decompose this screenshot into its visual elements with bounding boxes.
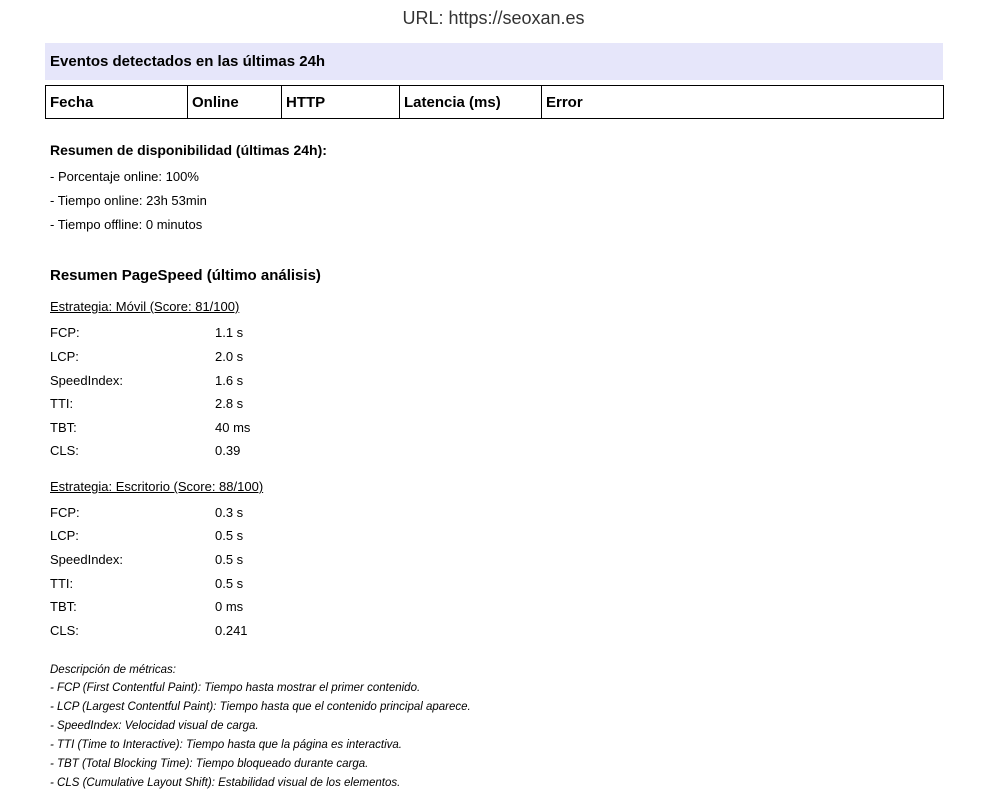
pagespeed-title: Resumen PageSpeed (último análisis) xyxy=(50,267,321,284)
desktop-metric-label-speedindex: SpeedIndex: xyxy=(50,552,124,567)
metrics-description-tbt: - TBT (Total Blocking Time): Tiempo bloqueado durante carga. xyxy=(50,758,369,770)
mobile-metric-label-cls: CLS: xyxy=(50,443,79,458)
desktop-metric-value-fcp: 0.3 s xyxy=(215,505,244,520)
desktop-metric-value-tbt: 0 ms xyxy=(215,599,244,614)
metrics-description-fcp: - FCP (First Contentful Paint): Tiempo hasta mostrar el primer contenido. xyxy=(50,682,421,694)
mobile-metric-label-speedindex: SpeedIndex: xyxy=(50,373,124,388)
strategy-desktop-label: Estrategia: Escritorio (Score: 88/100) xyxy=(50,479,264,494)
column-header-error: Error xyxy=(542,86,944,119)
mobile-metric-label-tbt: TBT: xyxy=(50,420,77,435)
events-section-header: Eventos detectados en las últimas 24h xyxy=(45,43,943,80)
column-header-http: HTTP xyxy=(282,86,400,119)
desktop-metric-value-tti: 0.5 s xyxy=(215,576,244,591)
column-header-fecha: Fecha xyxy=(46,86,188,119)
mobile-metric-label-tti: TTI: xyxy=(50,396,74,411)
mobile-metric-value-speedindex: 1.6 s xyxy=(215,373,244,388)
availability-line-online-time: - Tiempo online: 23h 53min xyxy=(50,193,207,208)
mobile-metric-value-tti: 2.8 s xyxy=(215,396,244,411)
mobile-metric-value-cls: 0.39 xyxy=(215,443,241,458)
mobile-metric-value-fcp: 1.1 s xyxy=(215,325,244,340)
strategy-mobile-label: Estrategia: Móvil (Score: 81/100) xyxy=(50,299,240,314)
metrics-description-title: Descripción de métricas: xyxy=(50,664,176,676)
desktop-metric-value-lcp: 0.5 s xyxy=(215,528,244,543)
metrics-description-speedindex: - SpeedIndex: Velocidad visual de carga. xyxy=(50,720,259,732)
desktop-metric-label-tti: TTI: xyxy=(50,576,74,591)
url-title: URL: https://seoxan.es xyxy=(402,8,585,28)
metrics-description-cls: - CLS (Cumulative Layout Shift): Estabilidad visual de los elementos. xyxy=(50,777,401,789)
desktop-metric-label-cls: CLS: xyxy=(50,623,79,638)
metrics-description-lcp: - LCP (Largest Contentful Paint): Tiempo hasta que el contenido principal aparece. xyxy=(50,701,471,713)
mobile-metric-value-tbt: 40 ms xyxy=(215,420,251,435)
mobile-metric-label-lcp: LCP: xyxy=(50,349,79,364)
events-table xyxy=(45,85,944,119)
mobile-metric-label-fcp: FCP: xyxy=(50,325,80,340)
availability-title: Resumen de disponibilidad (últimas 24h): xyxy=(50,142,327,158)
desktop-metric-label-fcp: FCP: xyxy=(50,505,80,520)
column-header-latencia: Latencia (ms) xyxy=(400,86,542,119)
column-header-online: Online xyxy=(188,86,282,119)
desktop-metric-value-cls: 0.241 xyxy=(215,623,248,638)
desktop-metric-value-speedindex: 0.5 s xyxy=(215,552,244,567)
metrics-description-tti: - TTI (Time to Interactive): Tiempo hasta que la página es interactiva. xyxy=(50,739,402,751)
availability-line-percentage: - Porcentaje online: 100% xyxy=(50,169,199,184)
desktop-metric-label-lcp: LCP: xyxy=(50,528,79,543)
availability-line-offline-time: - Tiempo offline: 0 minutos xyxy=(50,217,203,232)
desktop-metric-label-tbt: TBT: xyxy=(50,599,77,614)
events-table-header-row xyxy=(46,86,944,119)
mobile-metric-value-lcp: 2.0 s xyxy=(215,349,244,364)
